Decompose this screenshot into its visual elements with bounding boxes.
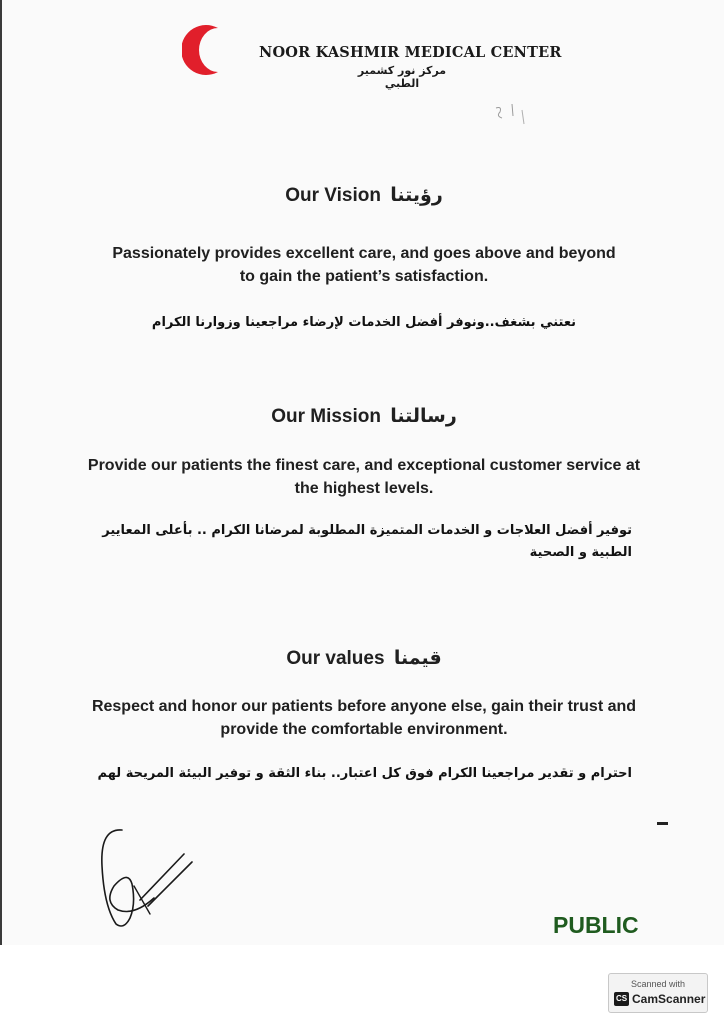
camscanner-icon: CS: [614, 992, 629, 1006]
vision-text-ar: نعتني بشغف..ونوفر أفضل الخدمات لإرضاء مراجعينا وزوارنا الكرام: [151, 315, 577, 330]
vision-heading: [2, 184, 724, 207]
values-title-en: Our values: [286, 648, 385, 669]
classification-label: PUBLIC: [553, 912, 639, 938]
values-heading: [2, 647, 724, 670]
mission-title-en: Our Mission: [271, 406, 381, 427]
values-title-ar: قيمنا: [393, 647, 442, 669]
vision-title-ar: رؤيتنا: [390, 184, 443, 206]
mission-title-ar: رسالتنا: [390, 405, 457, 427]
values-text-en: Respect and honor our patients before anyone else, gain their trust and provide the comfortable environment.: [91, 698, 637, 738]
scanner-name: CamScanner: [632, 992, 706, 1006]
vision-title-en: Our Vision: [285, 185, 381, 206]
values-text-ar: احترام و تقدير مراجعينا الكرام فوق كل اعتبار.. بناء الثقة و توفير البيئة المريحة لهم: [97, 766, 632, 781]
scanner-caption: Scanned with: [630, 979, 686, 989]
camscanner-watermark: [608, 973, 708, 1013]
vision-text-en: Passionately provides excellent care, and goes above and beyond to gain the patient’s satisfaction.: [112, 245, 616, 285]
stray-pen-mark: [490, 100, 534, 130]
org-name-arabic: مركز نور كشمير الطبي: [357, 64, 447, 90]
mission-section: [2, 405, 724, 564]
stray-dash-mark: [657, 822, 668, 825]
mission-text-en: Provide our patients the finest care, and exceptional customer service at the highest levels.: [87, 457, 641, 497]
mission-text-ar: توفير أفضل العلاجات و الخدمات المتميزة المطلوبة لمرضانا الكرام .. بأعلى المعايير الطبية و الصحية: [102, 523, 632, 560]
handwritten-signature: [94, 826, 198, 932]
red-crescent-icon: [182, 22, 234, 78]
vision-section: [2, 184, 724, 334]
org-name-english: NOOR KASHMIR MEDICAL CENTER: [259, 44, 562, 61]
mission-heading: [2, 405, 724, 428]
values-section: [2, 647, 724, 785]
